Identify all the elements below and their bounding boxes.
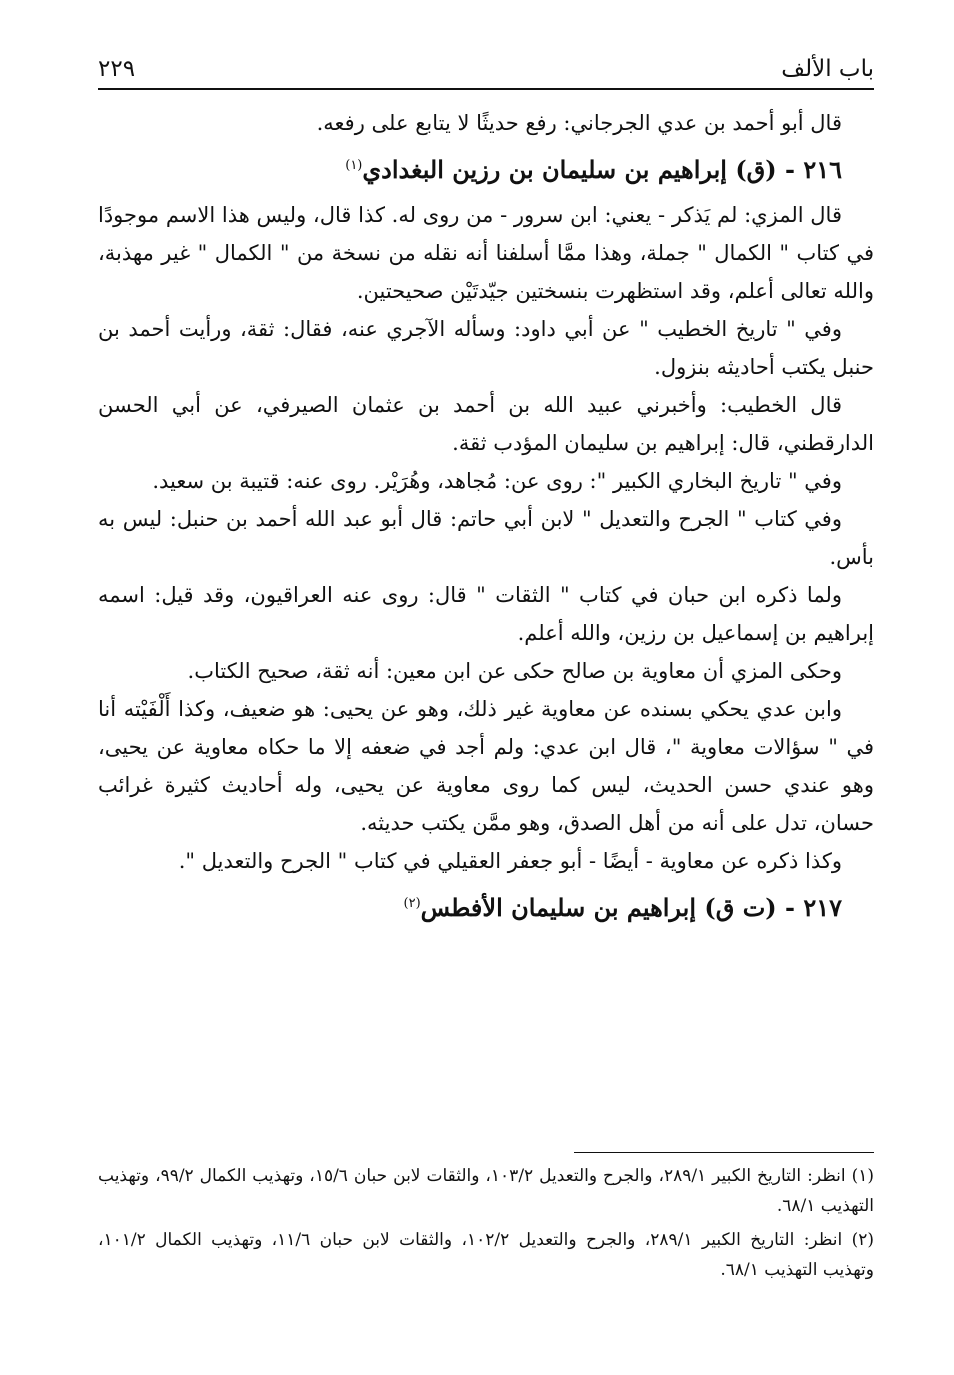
page-body xyxy=(98,90,874,930)
entry-title-217: ٢١٧ - (ت ق) إبراهيم بن سليمان الأفطس xyxy=(420,893,842,922)
paragraph-6: وفي كتاب " الجرح والتعديل " لابن أبي حاتم: قال أبو عبد الله أحمد بن حنبل: ليس به بأس. xyxy=(98,507,874,569)
entry-heading-216 xyxy=(98,144,874,192)
paragraph-5: وفي " تاريخ البخاري الكبير ": روى عن: مُجاهد، وهُرَيْر. روى عنه: قتيبة بن سعيد. xyxy=(152,469,842,493)
page-number: ٢٢٩ xyxy=(98,56,136,82)
paragraph-7: ولما ذكره ابن حبان في كتاب " الثقات " قال: روى عنه العراقيون، وقد قيل: اسمه إبراهيم بن إسماعيل بن رزين، والله أعلم. xyxy=(98,583,874,645)
footnote-divider xyxy=(574,1152,874,1153)
footnotes-section xyxy=(98,1152,874,1289)
paragraph-2: قال المزي: لم يَذكر - يعني: ابن سرور - من روى له. كذا قال، وليس هذا الاسم موجودًا في كتاب " الكمال " جملة، وهذا ممَّا أسلفنا أنه نقله من نسخة من " الكمال " غير مهذبة، والله تعالى أعلم، وقد استظهرت بنسختين جيّدتَيْن صحيحتين. xyxy=(98,203,874,303)
footnote-ref-2: (٢) xyxy=(403,896,421,911)
page-header xyxy=(98,52,874,90)
paragraph-1: قال أبو أحمد بن عدي الجرجاني: رفع حديثًا لا يتابع على رفعه. xyxy=(316,111,842,135)
footnote-2: (٢) انظر: التاريخ الكبير ٢٨٩/١، والجرح والتعديل ١٠٢/٢، والثقات لابن حبان ١١/٦، وتهذيب الكمال ١٠١/٢، وتهذيب التهذيب ٦٨/١. xyxy=(98,1230,874,1280)
paragraph-8: وحكى المزي أن معاوية بن صالح حكى عن ابن معين: أنه ثقة، صحيح الكتاب. xyxy=(187,659,842,683)
paragraph-9: وابن عدي يحكي بسنده عن معاوية غير ذلك، وهو عن يحيى: هو ضعيف، وكذا أَلْفَيْته أنا في " سؤالات معاوية "، قال ابن عدي: ولم أجد في ضعفه إلا ما حكاه معاوية عن يحيى، وهو عندي حسن الحديث، ليس كما روى معاوية عن يحيى، وله أحاديث كثيرة غرائب حسان، تدل على أنه من أهل الصدق، وهو ممَّن يكتب حديثه. xyxy=(98,697,874,835)
book-page xyxy=(98,52,874,1332)
entry-heading-217 xyxy=(98,882,874,930)
chapter-title: باب الألف xyxy=(781,56,874,82)
entry-title-216: ٢١٦ - (ق) إبراهيم بن سليمان بن رزين البغدادي xyxy=(362,155,842,184)
footnote-1: (١) انظر: التاريخ الكبير ٢٨٩/١، والجرح والتعديل ١٠٣/٢، والثقات لابن حبان ١٥/٦، وتهذيب الكمال ٩٩/٢، وتهذيب التهذيب ٦٨/١. xyxy=(98,1166,874,1216)
paragraph-4: قال الخطيب: وأخبرني عبيد الله بن أحمد بن عثمان الصيرفي، عن أبي الحسن الدارقطني، قال: إبراهيم بن سليمان المؤدب ثقة. xyxy=(98,393,874,455)
paragraph-3: وفي " تاريخ الخطيب " عن أبي داود: وسأله الآجري عنه، فقال: ثقة، ورأيت أحمد بن حنبل يكتب أحاديثه بنزول. xyxy=(98,317,874,379)
footnote-ref-1: (١) xyxy=(345,158,363,173)
paragraph-10: وكذا ذكره عن معاوية - أيضًا - أبو جعفر العقيلي في كتاب " الجرح والتعديل ". xyxy=(178,849,842,873)
